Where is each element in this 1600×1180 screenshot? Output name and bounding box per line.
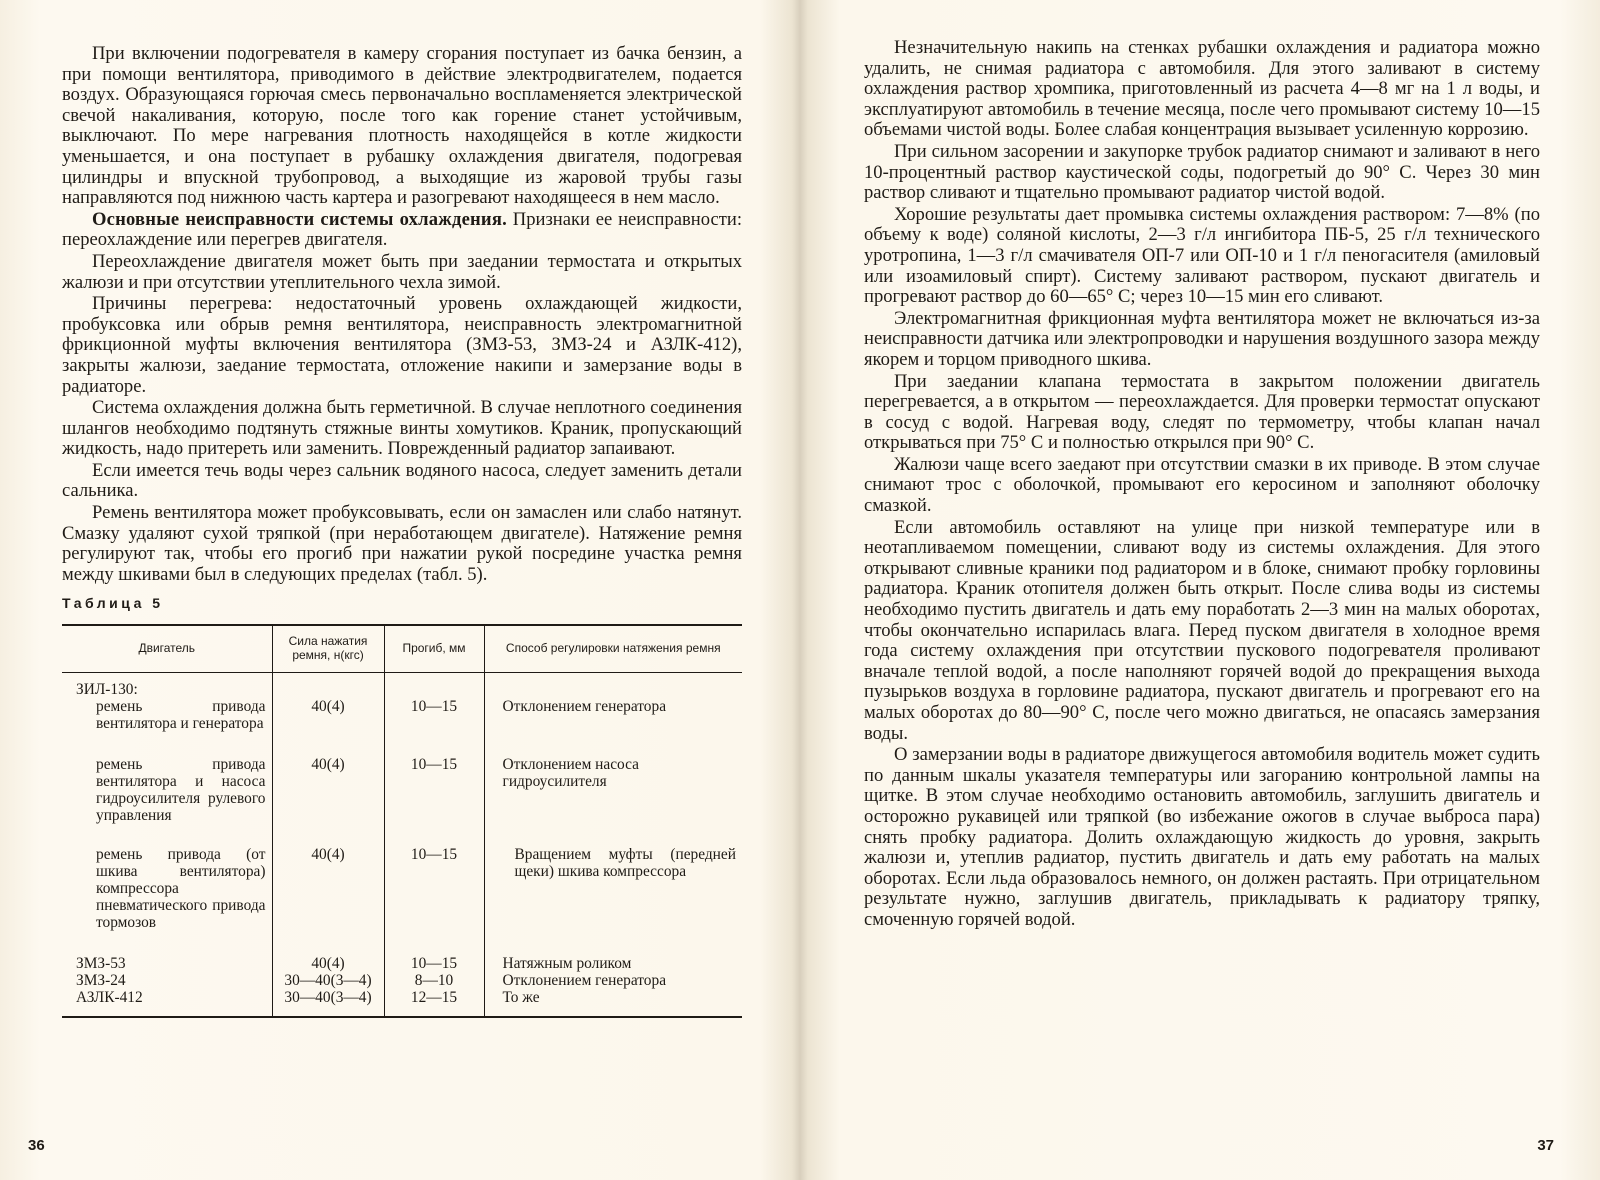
belt-tension-table: [62, 624, 742, 1018]
table-header-row: [62, 626, 742, 673]
paragraph: Если автомобиль оставляют на улице при низкой температуре или в неотапливаемом помещении, сливают воду из системы охлаждения. Для этого открывают сливные краники под радиатором и в блоке, снимают пробку горловины радиатора. Краник отопителя должен быть открыт. После слива воды из системы необходимо пустить двигатель и дать ему поработать 2—3 мин на малых оборотах, чтобы окончательно испарилась влага. Перед пуском двигателя в холодное время года систему охлаждения при отсутствии пускового подогревателя проливают вначале теплой водой, а после наполняют горячей водой до прекращения выхода пузырьков воздуха в горловине радиатора, пускают двигатель и прогревают его на малых оборотах до 80—90° С, после чего можно двигаться, не опасаясь замерзания воды.: [864, 516, 1540, 744]
paragraph: Жалюзи чаще всего заедают при отсутствии смазки в их приводе. В этом случае снимают трос с оболочкой, промывают его керосином и заполняют оболочку смазкой.: [864, 453, 1540, 517]
table-cell: Отклонением генератора: [484, 972, 742, 989]
paragraph: Ремень вентилятора может пробуксовывать, если он замаслен или слабо натянут. Смазку удаляют сухой тряпкой (при неработающем двигателе). Натяжение ремня регулируют так, чтобы его прогиб при нажатии рукой посредине участка ремня между шкивами был в следующих пределах (табл. 5).: [62, 502, 742, 585]
right-text-column: [864, 38, 1540, 931]
table-cell: Натяжным роликом: [484, 931, 742, 972]
table-row: [62, 824, 742, 931]
table-cell: Отклонением насоса гидроусилителя: [484, 732, 742, 824]
paragraph: Электромагнитная фрикционная муфта вентилятора может не включаться из-за неисправности датчика или электропроводки и нарушения воздушного зазора между якорем и торцом приводного шкива.: [864, 307, 1540, 370]
section-heading: Основные неисправности системы охлаждения.: [92, 208, 507, 230]
table-cell: То же: [484, 989, 742, 1016]
table-cell: 30—40(3—4): [272, 989, 384, 1016]
paragraph: При заедании клапана термостата в закрытом положении двигатель перегревается, а в открытом — переохлаждается. Для проверки термостат опускают в сосуд с водой. Нагревая воду, следят по термометру, чтобы клапан начал открываться при 75° С и полностью открылся при 90° С.: [864, 370, 1540, 454]
table-caption: Таблица 5: [62, 595, 164, 612]
table-cell: ЗМЗ-53: [76, 955, 126, 973]
table-cell: 30—40(3—4): [272, 972, 384, 989]
table-header: Способ регулировки натяжения ремня: [484, 626, 742, 673]
left-text-column: [62, 44, 742, 1018]
paragraph: Переохлаждение двигателя может быть при заедании термостата и открытых жалюзи и при отсутствии утеплительного чехла зимой.: [62, 250, 742, 293]
table-cell: АЗЛК-412: [76, 989, 143, 1007]
paragraph: Причины перегрева: недостаточный уровень охлаждающей жидкости, пробуксовка или обрыв ремня вентилятора, неисправность электромагнитной фрикционной муфты включения вентилятора (ЗМЗ-53, ЗМЗ-24 и АЗЛК-412), закрыты жалюзи, заедание термостата, отложение накипи и замерзание воды в радиаторе.: [62, 293, 742, 397]
table-row: [62, 698, 742, 732]
table-cell: ремень привода вентилятора и генератора: [96, 698, 266, 733]
table-cell: ЗМЗ-24: [76, 972, 126, 990]
table-cell: 40(4): [272, 732, 384, 824]
table-row: [62, 732, 742, 824]
paragraph: Незначительную накипь на стенках рубашки охлаждения и радиатора можно удалить, не снимая радиатора с автомобиля. Для этого заливают в систему охлаждения раствор хромпика, приготовленный из расчета 4—8 мг на 1 л воды, и эксплуатируют автомобиль в течение месяца, после чего промывают систему 10—15 объемами чистой воды. Более слабая концентрация вызывает усиленную коррозию.: [864, 37, 1540, 141]
right-page: [800, 0, 1600, 1180]
table-row: [62, 931, 742, 972]
table-cell: 40(4): [272, 698, 384, 732]
table-row: [62, 989, 742, 1016]
table-group-row: [62, 673, 742, 699]
table-cell: Отклонением генератора: [484, 698, 742, 732]
table-cell: 10—15: [384, 698, 484, 732]
paragraph: Система охлаждения должна быть герметичной. В случае неплотного соединения шлангов необходимо подтянуть стяжные винты хомутиков. Краник, пропускающий жидкость, надо притереть или заменить. Поврежденный радиатор запаивают.: [62, 397, 742, 460]
paragraph: О замерзании воды в радиаторе движущегося автомобиля водитель может судить по данным шкалы указателя температуры или загоранию контрольной лампы на щитке. В этом случае необходимо остановить автомобиль, заглушить двигатель и осторожно рукавицей или тряпкой (во избежание ожогов в случае выброса пара) снять пробку радиатора. Долить охлаждающую жидкость до уровня, закрыть жалюзи и, утеплив радиатор, пустить двигатель и дать ему работать на малых оборотах. Если льда образовалось немного, он должен растаять. При отрицательном результате нужно, заглушив двигатель, прикладывать к радиатору тряпку, смоченную горячей водой.: [864, 744, 1540, 930]
table-cell: ремень привода (от шкива вентилятора) компрессора пневматического привода тормозов: [96, 846, 266, 932]
table-cell: 8—10: [384, 972, 484, 989]
table-cell: 10—15: [384, 931, 484, 972]
table-header: Сила нажатия ремня, н(кгс): [272, 626, 384, 673]
table-cell: 40(4): [272, 931, 384, 972]
page-number: 36: [28, 1137, 45, 1154]
table-header: Прогиб, мм: [384, 626, 484, 673]
paragraph: При сильном засорении и закупорке трубок радиатор снимают и заливают в него 10-процентный раствор каустической соды, подогретый до 90° С. Через 30 мин раствор сливают и тщательно промывают радиатор чистой водой.: [864, 140, 1540, 204]
table-cell: 12—15: [384, 989, 484, 1016]
page-number: 37: [1537, 1137, 1554, 1154]
paragraph: Хорошие результаты дает промывка системы охлаждения раствором: 7—8% (по объему к воде) соляной кислоты, 2—3 г/л ингибитора ПБ-5, 25 г/л технического уротропина, 1—3 г/л смачивателя ОП-7 или ОП-10 и 1 г/л пеногасителя (амиловый или изоамиловый спирт). Систему заливают раствором, пускают двигатель и прогревают раствор до 60—65° С; через 10—15 мин его сливают.: [864, 203, 1540, 308]
table-row: [62, 972, 742, 989]
paragraph-text: Признаки ее неисправности: переохлаждение или перегрев двигателя.: [62, 208, 742, 251]
paragraph-faults: [62, 210, 742, 251]
table-cell: 10—15: [384, 732, 484, 824]
table-cell: 40(4): [272, 824, 384, 931]
paragraph: При включении подогревателя в камеру сгорания поступает из бачка бензин, а при помощи вентилятора, приводимого в действие электродвигателем, подается воздух. Образующаяся горючая смесь первоначально воспламеняется электрической свечой накаливания, которую, после того как горение станет устойчивым, выключают. По мере нагревания плотность находящейся в котле жидкости уменьшается, и она поступает в рубашку охлаждения двигателя, подогревая цилиндры и впускной трубопровод, а выходящие из жаровой трубы газы направляются под нижнюю часть картера и разогревают находящееся в нем масло.: [62, 43, 742, 209]
table-cell: 10—15: [384, 824, 484, 931]
table-group-label: ЗИЛ-130:: [76, 681, 138, 699]
table-cell: Вращением муфты (передней щеки) шкива компрессора: [484, 824, 742, 931]
paragraph: Если имеется течь воды через сальник водяного насоса, следует заменить детали сальника.: [62, 459, 742, 502]
table-header: Двигатель: [62, 626, 272, 673]
table-cell: ремень привода вентилятора и насоса гидроусилителя рулевого управления: [96, 756, 266, 825]
